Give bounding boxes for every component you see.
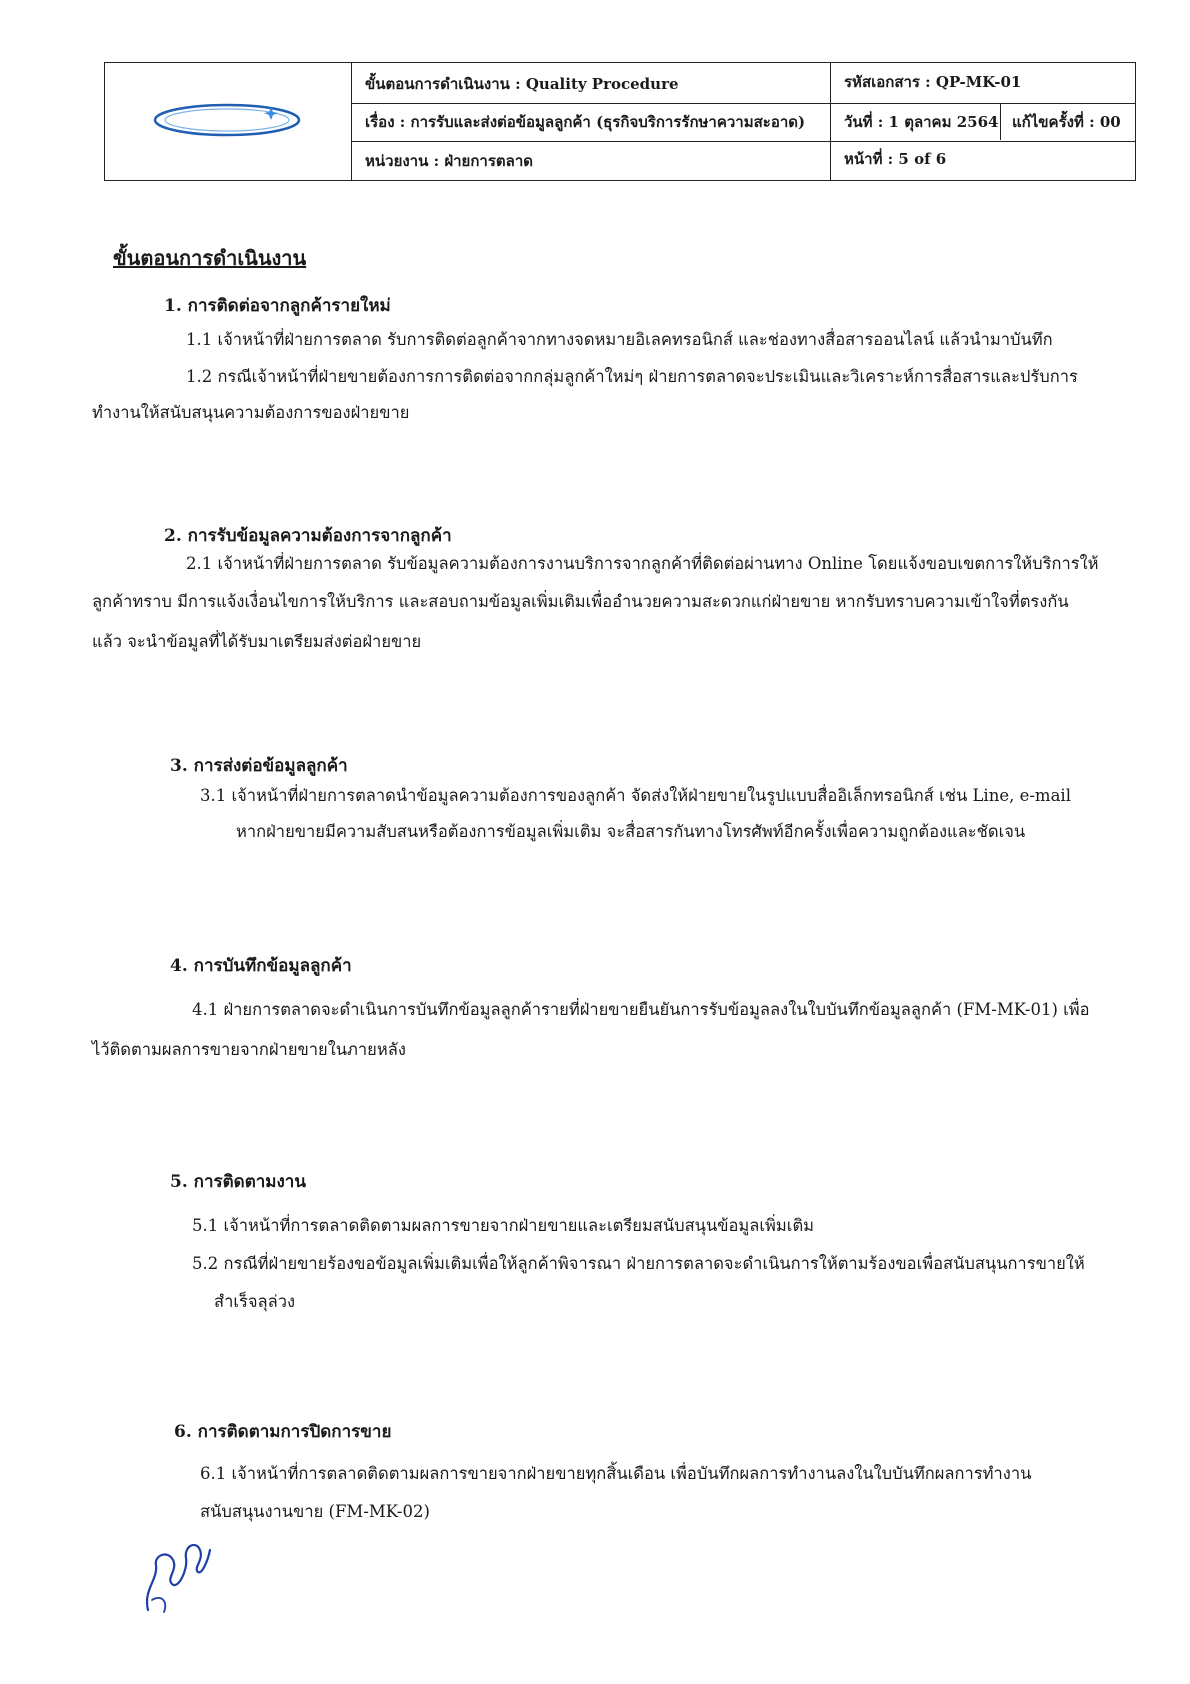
paragraph-line: 1.2 กรณีเจ้าหน้าที่ฝ่ายขายต้องการการติดต่อจากกลุ่มลูกค้าใหม่ๆ ฝ่ายการตลาดจะประเมินและวิเคราะห์การสื่อสารและปรับการ bbox=[186, 367, 1078, 386]
paragraph-line: 1.1 เจ้าหน้าที่ฝ่ายการตลาด รับการติดต่อลูกค้าจากทางจดหมายอิเลคทรอนิกส์ และช่องทางสื่อสารออนไลน์ แล้วนำมาบันทึก bbox=[186, 330, 1053, 349]
paragraph-line: ลูกค้าทราบ มีการแจ้งเงื่อนไขการให้บริการ และสอบถามข้อมูลเพิ่มเติมเพื่ออำนวยความสะดวกแก่ฝ่ายขาย หากรับทราบความเข้าใจที่ตรงกัน bbox=[92, 592, 1069, 611]
company-logo bbox=[153, 103, 301, 137]
revision-number: แก้ไขครั้งที่ : 00 bbox=[1012, 113, 1121, 131]
paragraph-line: ไว้ติดตามผลการขายจากฝ่ายขายในภายหลัง bbox=[92, 1040, 406, 1059]
paragraph-line: 4.1 ฝ่ายการตลาดจะดำเนินการบันทึกข้อมูลลูกค้ารายที่ฝ่ายขายยืนยันการรับข้อมูลลงในใบบันทึกข้อมูลลูกค้า (FM-MK-01) เพื่อ bbox=[192, 1000, 1090, 1019]
section-heading: 1. การติดต่อจากลูกค้ารายใหม่ bbox=[164, 296, 391, 316]
paragraph-line: แล้ว จะนำข้อมูลที่ได้รับมาเตรียมส่งต่อฝ่ายขาย bbox=[92, 632, 422, 651]
paragraph-line: 5.1 เจ้าหน้าที่การตลาดติดตามผลการขายจากฝ่ายขายและเตรียมสนับสนุนข้อมูลเพิ่มเติม bbox=[192, 1216, 815, 1235]
section-heading: 6. การติดตามการปิดการขาย bbox=[174, 1422, 392, 1442]
paragraph-line: 2.1 เจ้าหน้าที่ฝ่ายการตลาด รับข้อมูลความต้องการงานบริการจากลูกค้าที่ติดต่อผ่านทาง Online โดยแจ้งขอบเขตการให้บริการให้ bbox=[186, 554, 1099, 573]
effective-date: วันที่ : 1 ตุลาคม 2564 bbox=[844, 113, 999, 131]
header-divider bbox=[351, 63, 352, 180]
paragraph-line: ทำงานให้สนับสนุนความต้องการของฝ่ายขาย bbox=[92, 403, 410, 422]
page-title: ขั้นตอนการดำเนินงาน bbox=[113, 246, 307, 270]
handwritten-signature bbox=[138, 1520, 218, 1620]
header-divider bbox=[351, 141, 1135, 142]
section-heading: 2. การรับข้อมูลความต้องการจากลูกค้า bbox=[164, 526, 452, 546]
paragraph-line: 3.1 เจ้าหน้าที่ฝ่ายการตลาดนำข้อมูลความต้องการของลูกค้า จัดส่งให้ฝ่ายขายในรูปแบบสื่ออิเล็กทรอนิกส์ เช่น Line, e-mail bbox=[200, 786, 1071, 805]
header-divider bbox=[1000, 103, 1001, 140]
document-code: รหัสเอกสาร : QP-MK-01 bbox=[844, 73, 1022, 91]
document-header bbox=[104, 62, 1136, 181]
paragraph-line: 6.1 เจ้าหน้าที่การตลาดติดตามผลการขายจากฝ่ายขายทุกสิ้นเดือน เพื่อบันทึกผลการทำงานลงในใบบันทึกผลการทำงาน bbox=[200, 1464, 1032, 1483]
section-heading: 4. การบันทึกข้อมูลลูกค้า bbox=[170, 956, 352, 976]
paragraph-line: สำเร็จลุล่วง bbox=[214, 1292, 296, 1311]
page-number: หน้าที่ : 5 of 6 bbox=[844, 150, 947, 168]
paragraph-line: 5.2 กรณีที่ฝ่ายขายร้องขอข้อมูลเพิ่มเติมเพื่อให้ลูกค้าพิจารณา ฝ่ายการตลาดจะดำเนินการให้ตามร้องขอเพื่อสนับสนุนการขายให้ bbox=[192, 1254, 1085, 1273]
header-divider bbox=[351, 103, 1135, 104]
paragraph-line: หากฝ่ายขายมีความสับสนหรือต้องการข้อมูลเพิ่มเติม จะสื่อสารกันทางโทรศัพท์อีกครั้งเพื่อความถูกต้องและชัดเจน bbox=[236, 822, 1026, 841]
paragraph-line: สนับสนุนงานขาย (FM-MK-02) bbox=[200, 1502, 430, 1521]
department: หน่วยงาน : ฝ่ายการตลาด bbox=[365, 152, 533, 170]
header-divider bbox=[830, 63, 831, 180]
document-subject: เรื่อง : การรับและส่งต่อข้อมูลลูกค้า (ธุรกิจบริการรักษาความสะอาด) bbox=[365, 113, 806, 131]
section-heading: 5. การติดตามงาน bbox=[170, 1172, 306, 1192]
procedure-label: ขั้นตอนการดำเนินงาน : Quality Procedure bbox=[365, 75, 679, 93]
section-heading: 3. การส่งต่อข้อมูลลูกค้า bbox=[170, 756, 348, 776]
